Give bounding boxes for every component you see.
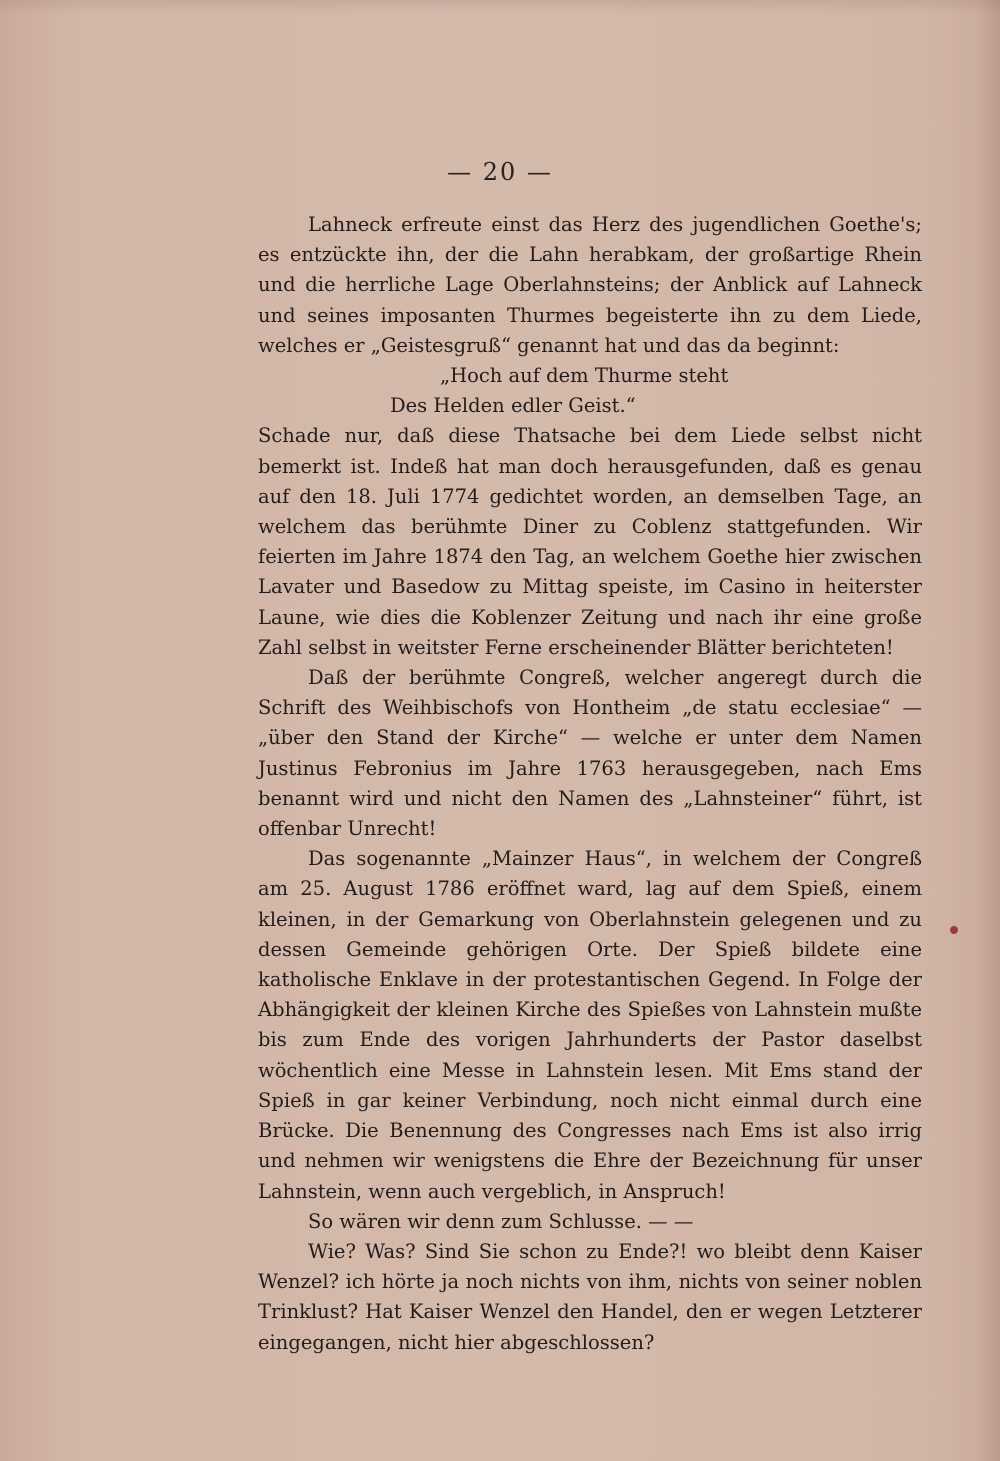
poem-quote (258, 361, 922, 421)
page-top-shadow (0, 0, 1000, 14)
body-text (258, 210, 922, 1358)
poem-line-2: Des Helden edler Geist.“ (390, 394, 636, 418)
paragraph-6: Wie? Was? Sind Sie schon zu Ende?! wo bleibt denn Kaiser Wenzel? ich hörte ja noch nichts von ihm, nichts von seiner noblen Trinklust? Hat Kaiser Wenzel den Handel, den er wegen Letzterer eingegangen, nicht hier abgeschlossen? (258, 1239, 922, 1354)
paragraph-4: Das sogenannte „Mainzer Haus“, in welchem der Congreß am 25. August 1786 eröffnet ward, lag auf dem Spieß, einem kleinen, in der Gemarkung von Oberlahnstein gelegenen und zu dessen Gemeinde gehörigen Orte. Der Spieß bildete eine katholische Enklave in der protestantischen Gegend. In Folge der Abhängigkeit der kleinen Kirche des Spießes von Lahnstein mußte bis zum Ende des vorigen Jahrhunderts der Pastor daselbst wöchentlich eine Messe in Lahnstein lesen. Mit Ems stand der Spieß in gar keiner Verbindung, noch nicht einmal durch eine Brücke. Die Benennung des Congresses nach Ems ist also irrig und nehmen wir wenigstens die Ehre der Bezeichnung für unser Lahnstein, wenn auch vergeblich, in Anspruch! (258, 847, 922, 1203)
ink-spot (950, 926, 958, 934)
paragraph-5: So wären wir denn zum Schlusse. — — (308, 1209, 694, 1233)
page-right-shadow (978, 0, 1000, 1461)
paragraph-2: Schade nur, daß diese Thatsache bei dem Liede selbst nicht bemerkt ist. Indeß hat man doch herausgefunden, daß es genau auf den 18. Juli 1774 gedichtet worden, an demselben Tage, an welchem das berühmte Diner zu Coblenz stattgefunden. Wir feierten im Jahre 1874 den Tag, an welchem Goethe hier zwischen Lavater und Basedow zu Mittag speiste, im Casino in heiterster Laune, wie dies die Koblenzer Zeitung und nach ihr eine große Zahl selbst in weitster Ferne erscheinender Blätter berichteten! (258, 424, 922, 659)
paragraph-1: Lahneck erfreute einst das Herz des jugendlichen Goethe's; es entzückte ihn, der die Lahn herabkam, der großartige Rhein und die herrliche Lage Oberlahnsteins; der Anblick auf Lahneck und seines imposanten Thurmes begeisterte ihn zu dem Liede, welches er „Geistesgruß“ genannt hat und das da beginnt: (258, 213, 922, 357)
poem-line-1: „Hoch auf dem Thurme steht (440, 364, 729, 388)
page-number: — 20 — (447, 158, 553, 186)
paragraph-3: Daß der berühmte Congreß, welcher angeregt durch die Schrift des Weihbischofs von Hontheim „de statu ecclesiae“ — „über den Stand der Kirche“ — welche er unter dem Namen Justinus Febronius im Jahre 1763 herausgegeben, nach Ems benannt wird und nicht den Namen des „Lahnsteiner“ führt, ist offenbar Unrecht! (258, 666, 922, 841)
